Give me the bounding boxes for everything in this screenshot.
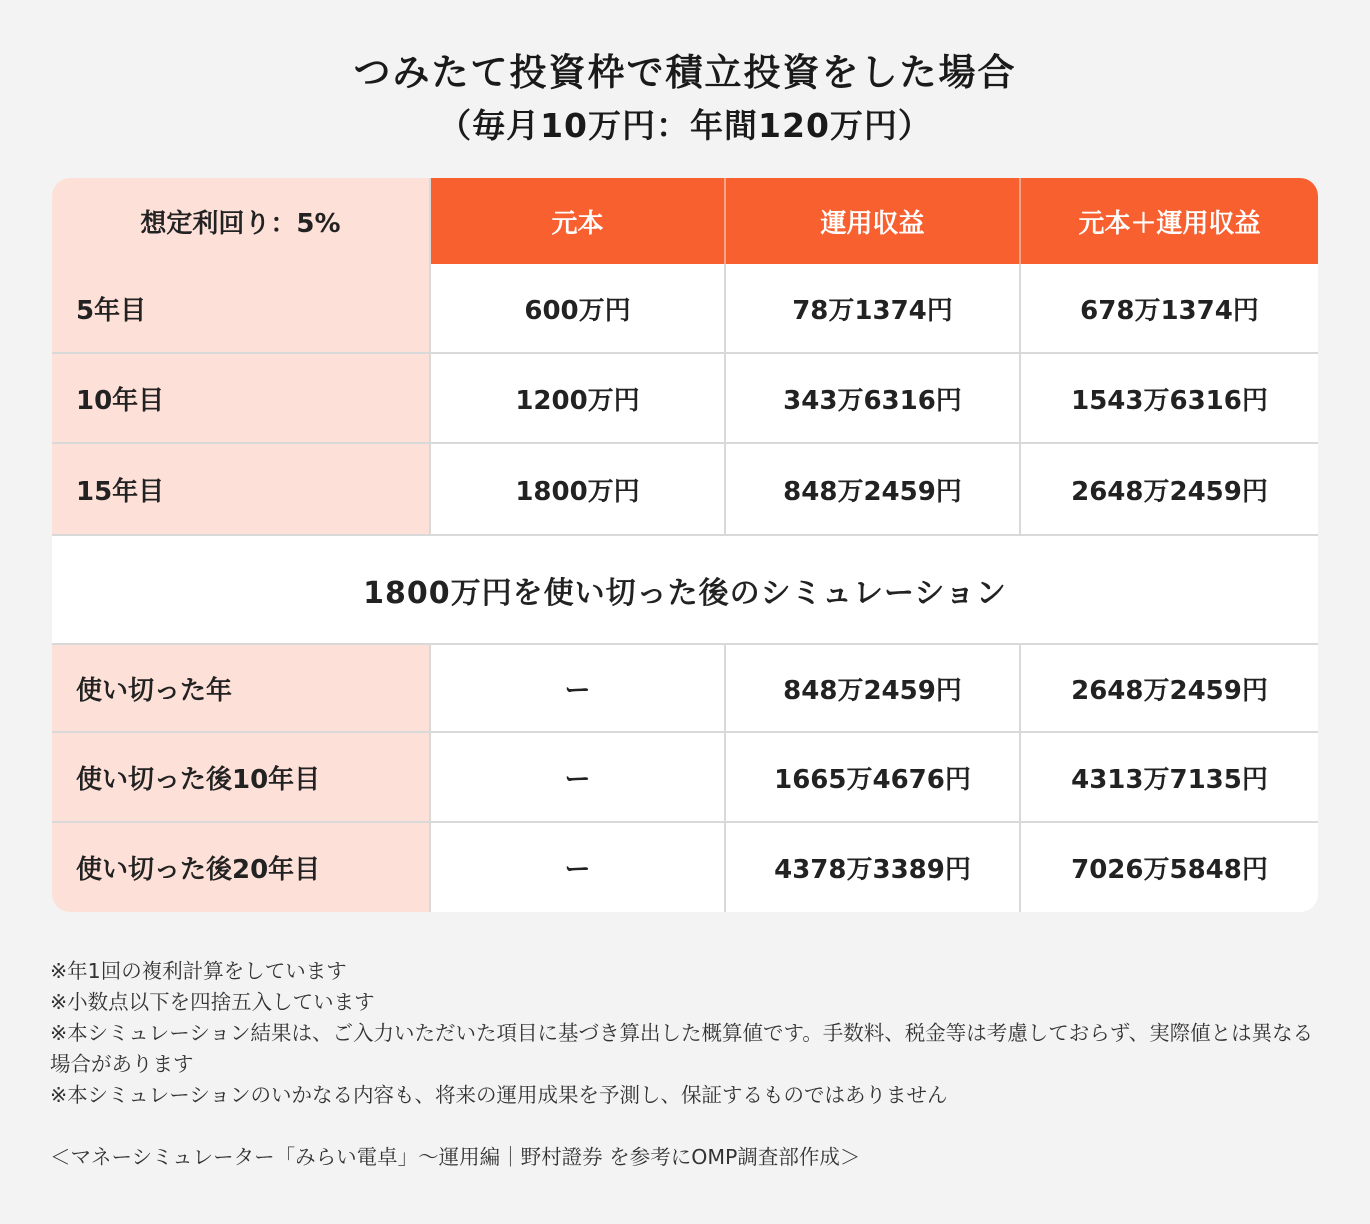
page-title: つみたて投資枠で積立投資をした場合 <box>353 51 1017 94</box>
return-value: 848万2459円 <box>726 444 1021 534</box>
header-principal: 元本 <box>431 178 726 264</box>
footnote: ※本シミュレーション結果は、ご入力いただいた項目に基づき算出した概算値です。手数料、税金等は考慮しておらず、実際値とは異なる場合があります <box>50 1021 1314 1076</box>
total-value: 678万1374円 <box>1021 264 1318 352</box>
source-credit: ＜マネーシミュレーター「みらい電卓」〜運用編｜野村證券 を参考にOMP調査部作成＞ <box>50 1145 861 1169</box>
table-header-row <box>52 178 1318 264</box>
total-value: 1543万6316円 <box>1021 354 1318 442</box>
principal-value: ー <box>431 823 726 912</box>
spacer <box>50 1111 1325 1142</box>
principal-value: 1200万円 <box>431 354 726 442</box>
return-value: 4378万3389円 <box>726 823 1021 912</box>
row-label: 使い切った年 <box>52 645 431 731</box>
footnote: ※本シミュレーションのいかなる内容も、将来の運用成果を予測し、保証するものではありません <box>50 1083 948 1107</box>
row-label: 使い切った後10年目 <box>52 733 431 821</box>
row-label: 10年目 <box>52 354 431 442</box>
table-row <box>52 733 1318 823</box>
row-label: 5年目 <box>52 264 431 352</box>
principal-value: ー <box>431 733 726 821</box>
return-value: 1665万4676円 <box>726 733 1021 821</box>
row-label: 15年目 <box>52 444 431 534</box>
table-row <box>52 643 1318 733</box>
principal-value: 600万円 <box>431 264 726 352</box>
return-value: 78万1374円 <box>726 264 1021 352</box>
row-label: 使い切った後20年目 <box>52 823 431 912</box>
header-investment-return: 運用収益 <box>726 178 1021 264</box>
table-row <box>52 264 1318 354</box>
footnote: ※小数点以下を四捨五入しています <box>50 990 375 1014</box>
principal-value: ー <box>431 645 726 731</box>
principal-value: 1800万円 <box>431 444 726 534</box>
return-value: 848万2459円 <box>726 645 1021 731</box>
footnotes <box>50 956 1325 1173</box>
footnote: ※年1回の複利計算をしています <box>50 959 347 983</box>
table-row <box>52 354 1318 444</box>
table-row <box>52 444 1318 534</box>
total-value: 2648万2459円 <box>1021 645 1318 731</box>
page-subtitle: （毎月10万円：年間120万円） <box>438 106 932 145</box>
table-row <box>52 823 1318 912</box>
section-title: 1800万円を使い切った後のシミュレーション <box>52 534 1318 643</box>
simulation-table <box>52 178 1318 912</box>
header-total: 元本＋運用収益 <box>1021 178 1318 264</box>
total-value: 2648万2459円 <box>1021 444 1318 534</box>
total-value: 4313万7135円 <box>1021 733 1318 821</box>
header-rate-label: 想定利回り：5% <box>52 178 431 264</box>
total-value: 7026万5848円 <box>1021 823 1318 912</box>
return-value: 343万6316円 <box>726 354 1021 442</box>
